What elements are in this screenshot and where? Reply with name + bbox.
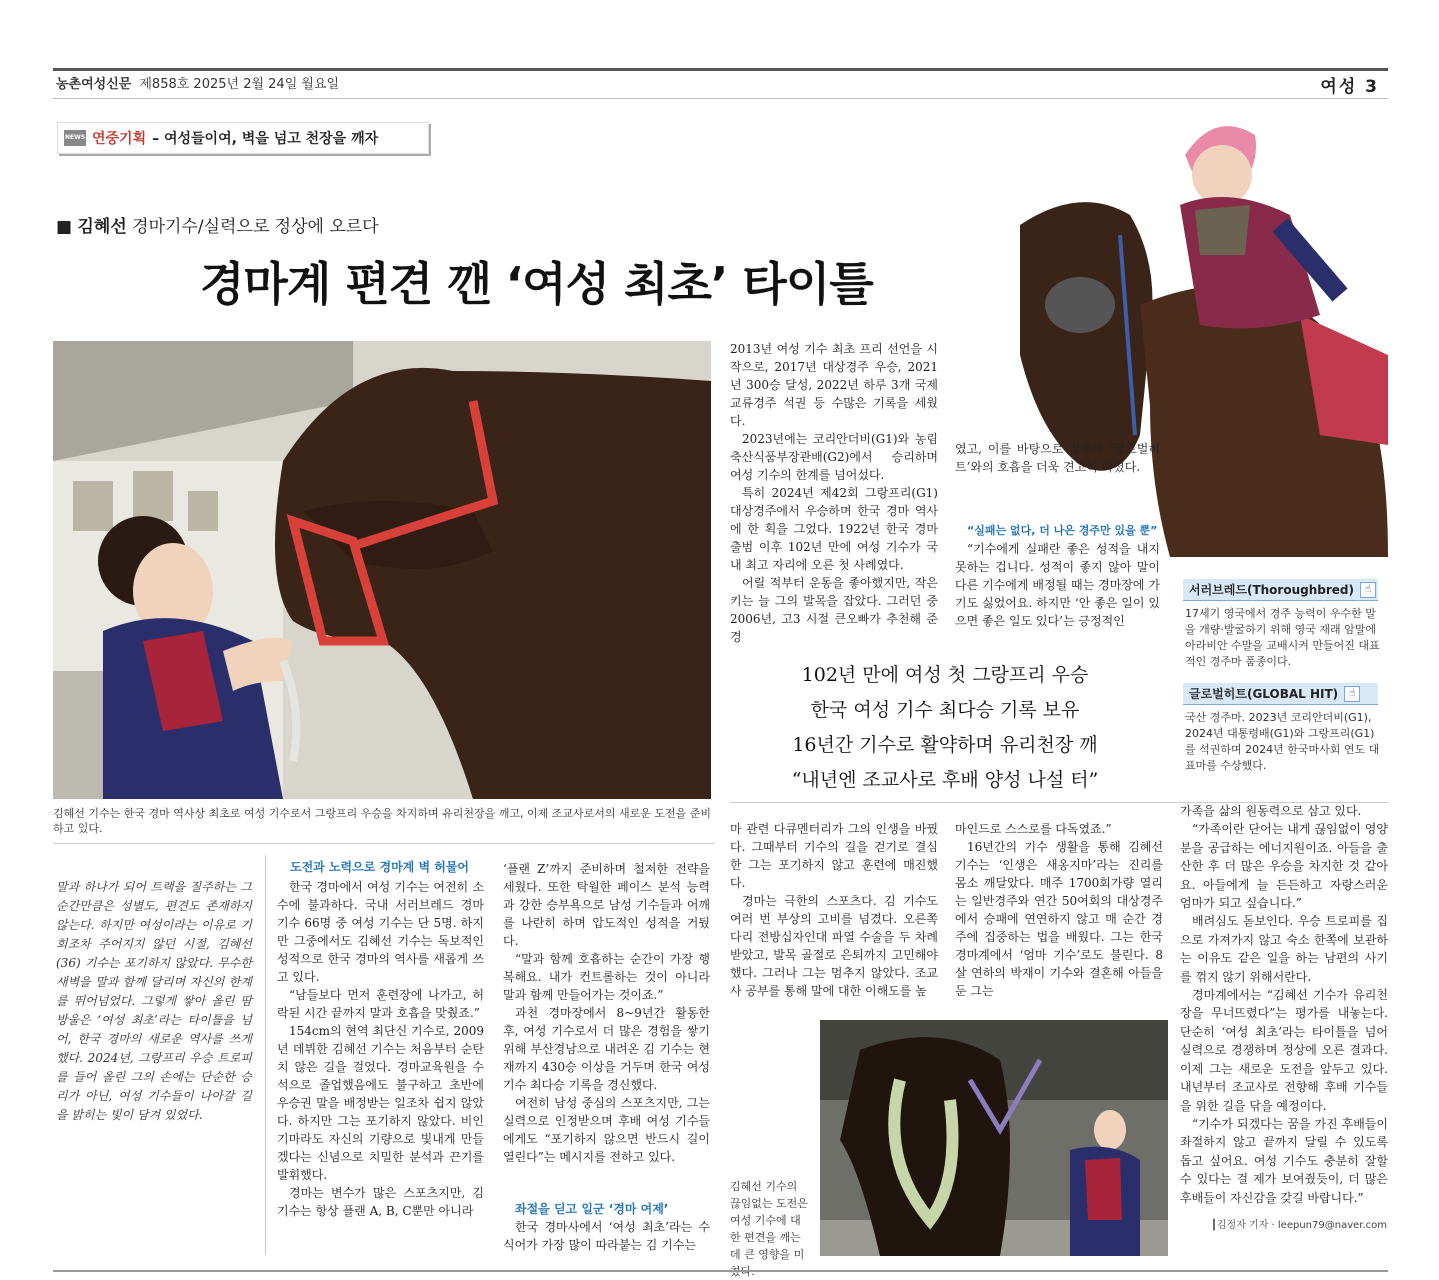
paragraph: 마 관련 다큐멘터리가 그의 인생을 바꿨다. 그때부터 기수의 길을 걷기로 결심한 그는 포기하지 않고 훈련에 매진했다. bbox=[730, 822, 938, 890]
byline: ┃김정자 기자 · leepun79@naver.com bbox=[1210, 1220, 1387, 1231]
top-rule bbox=[53, 68, 1388, 71]
pull-line: “내년엔 조교사로 후배 양성 나설 터” bbox=[791, 769, 1099, 791]
article-column-2 bbox=[277, 878, 484, 1220]
news-icon: NEWS bbox=[64, 130, 86, 146]
divider bbox=[53, 843, 715, 844]
glossary-thoroughbred-text: 17세기 영국에서 경주 능력이 우수한 말을 개량·발굴하기 위해 영국 재래 암말에 아라비안 수말을 교배시켜 만들어진 대표적인 경주마 품종이다. bbox=[1185, 607, 1380, 668]
series-banner bbox=[57, 122, 429, 154]
pull-quote bbox=[740, 658, 1150, 798]
kicker-name: 김혜선 bbox=[77, 217, 127, 237]
pull-line: 102년 만에 여성 첫 그랑프리 우승 bbox=[801, 664, 1089, 686]
subhead-challenge: 도전과 노력으로 경마계 벽 허물어 bbox=[290, 860, 470, 874]
paragraph: 어릴 적부터 운동을 좋아했지만, 작은 키는 늘 그의 발목을 잡았다. 그러던 중 2006년, 고3 시절 큰오빠가 추천해 준 경 bbox=[730, 576, 938, 644]
article-column-6 bbox=[1180, 802, 1388, 1207]
glossary-title: 서러브레드(Thoroughbred) bbox=[1189, 583, 1354, 597]
article-column-right-top bbox=[955, 440, 1160, 476]
paragraph: 마인드로 스스로를 다독였죠.” bbox=[955, 822, 1112, 836]
pull-line: 한국 여성 기수 최다승 기록 보유 bbox=[810, 699, 1080, 721]
paragraph: 과천 경마장에서 8~9년간 활동한 후, 여성 기수로서 더 많은 경험을 쌓기 위해 부산경남으로 내려온 김 기수는 현재까지 430승 이상을 거두며 한국 여성 기수 최다승 기록을 경신했다. bbox=[503, 1006, 710, 1092]
glossary-box-globalhit-title bbox=[1183, 683, 1378, 705]
article-column-4 bbox=[730, 820, 938, 1000]
paragraph: 여전히 남성 중심의 스포츠지만, 그는 실력으로 인정받으며 후배 여성 기수들에게도 “포기하지 않으면 반드시 길이 열린다”는 메시지를 전하고 있다. bbox=[503, 1096, 710, 1164]
kicker-text: 경마기수/실력으로 정상에 오르다 bbox=[132, 217, 379, 237]
paragraph: 였고, 이를 바탕으로 경주마 ‘글로벌히트’와의 호흡을 더욱 견고히 다졌다. bbox=[955, 442, 1160, 474]
paragraph: 2013년 여성 기수 최초 프리 선언을 시작으로, 2017년 대상경주 우승, 2021년 300승 달성, 2022년 하루 3개 국제교류경주 석권 등 수많은 기록을 세웠다. bbox=[730, 342, 938, 428]
paper-name: 농촌여성신문 bbox=[56, 77, 132, 92]
paragraph: 경마는 극한의 스포츠다. 김 기수도 여러 번 부상의 고비를 넘겼다. 오른쪽 다리 전방십자인대 파열 수술을 두 차례 받았고, 발목 골절로 은퇴까지 고민해야 했다. 그러나 그는 멈추지 않았다. 조교사 공부를 통해 말에 대한 이해도를 높 bbox=[730, 894, 938, 998]
photo-illustration bbox=[820, 1020, 1168, 1256]
photo3-caption: 김혜선 기수의 끊임없는 도전은 여성 기수에 대한 편견을 깨는데 큰 영향을 미쳤다. bbox=[730, 1180, 808, 1278]
series-title: – 여성들이여, 벽을 넘고 천장을 깨자 bbox=[152, 131, 379, 147]
paragraph: 경마계에서는 “김혜선 기수가 유리천장을 무너뜨렸다”는 평가를 내놓는다. 단순히 ‘여성 최초’라는 타이틀을 넘어 실력으로 경쟁하며 정상에 오른 결과다. 이제 그는 새로운 도전을 앞두고 있다. 내년부터 조교사로 전향해 후배 기수들을 위한 길을 닦을 예정이다. bbox=[1180, 988, 1388, 1113]
masthead bbox=[56, 73, 339, 92]
kicker: ■ 김혜선 경마기수/실력으로 정상에 오르다 bbox=[56, 217, 379, 237]
glossary-box-thoroughbred-title bbox=[1183, 579, 1378, 601]
photo-winners-circle bbox=[820, 1020, 1168, 1256]
photo1-caption: 김혜선 기수는 한국 경마 역사상 최초로 여성 기수로서 그랑프리 우승을 차지하며 유리천장을 깨고, 이제 조교사로서의 새로운 도전을 준비하고 있다. bbox=[53, 807, 711, 835]
article-column-3-end bbox=[503, 1218, 710, 1254]
paragraph: 한국 경마사에서 ‘여성 최초’라는 수식어가 가장 많이 따라붙는 김 기수는 bbox=[503, 1220, 710, 1252]
paragraph: “가족이란 단어는 내게 끊임없이 영양분을 공급하는 에너지원이죠. 아들을 출산한 후 더 많은 우승을 차지한 것 같아요. 아들에게 늘 든든하고 자랑스러운 엄마가 되고 싶습니다.” bbox=[1180, 822, 1388, 911]
paragraph: 경마는 변수가 많은 스포츠지만, 김 기수는 항상 플랜 A, B, C뿐만 아니라 bbox=[277, 1186, 484, 1218]
paragraph: 가족을 삶의 원동력으로 삼고 있다. bbox=[1180, 804, 1362, 818]
issue-date: 제858호 2025년 2월 24일 월요일 bbox=[139, 77, 340, 92]
photo-illustration bbox=[1000, 105, 1388, 557]
paragraph: “기수가 되겠다는 꿈을 가진 후배들이 좌절하지 않고 끝까지 달릴 수 있도록 돕고 싶어요. 여성 기수도 충분히 잘할 수 있다는 걸 제가 보여줬듯이, 더 많은 후배들이 자신감을 갖길 바랍니다.” bbox=[1180, 1116, 1388, 1205]
subhead-stand: 좌절을 딛고 일군 ‘경마 여제’ bbox=[515, 1202, 669, 1216]
article-column-3 bbox=[503, 860, 710, 1166]
subhead-fail: “실패는 없다, 더 나은 경주만 있을 뿐” bbox=[967, 524, 1158, 537]
paragraph: 한국 경마에서 여성 기수는 여전히 소수에 불과하다. 국내 서러브레드 경마 기수 66명 중 여성 기수는 단 5명. 하지만 그중에서도 김혜선 기수는 독보적인 성적으로 한국 경마의 역사를 새롭게 쓰고 있다. bbox=[277, 880, 484, 984]
paragraph: 배려심도 돋보인다. 우승 트로피를 집으로 가져가지 않고 숙소 한쪽에 보관하는 이유도 같은 일을 하는 남편의 사기를 꺾지 않기 위해서란다. bbox=[1180, 914, 1388, 984]
bottom-rule bbox=[53, 1270, 1388, 1272]
photo-illustration bbox=[53, 341, 711, 799]
paragraph: “말과 함께 호흡하는 순간이 가장 행복해요. 내가 컨트롤하는 것이 아니라 말과 함께 만들어가는 것이죠.” bbox=[503, 952, 710, 1002]
paragraph: ‘플랜 Z’까지 준비하며 철저한 전략을 세웠다. 또한 탁월한 페이스 분석 능력과 강한 승부욕으로 남성 기수들과 어깨를 나란히 하며 압도적인 성적을 거뒀다. bbox=[503, 862, 710, 948]
section-label: 여성 3 bbox=[1320, 77, 1379, 97]
lead-paragraph: 말과 하나가 되어 트랙을 질주하는 그 순간만큼은 성별도, 편견도 존재하지 않는다. 하지만 여성이라는 이유로 기회조차 주어지지 않던 시절, 김혜선(36) 기수는 포기하지 않았다. 무수한 새벽을 말과 함께 달리며 자신의 한계를 뛰어넘었다. 그렇게 쌓아 올린 땀방울은 ‘여성 최초’라는 타이틀을 넘어, 한국 경마의 새로운 역사를 쓰게 했다. 2024년, 그랑프리 우승 트로피를 들어 올린 그의 손에는 단순한 승리가 아닌, 여성 기수들이 나아갈 길을 밝히는 빛이 담겨 있었다. bbox=[56, 880, 252, 1122]
photo-jockey-with-horse bbox=[53, 341, 711, 799]
paragraph: 특히 2024년 제42회 그랑프리(G1) 대상경주에서 우승하며 한국 경마 역사에 한 획을 그었다. 1922년 한국 경마 출범 이후 102년 만에 여성 기수가 국내 최고 자리에 오른 첫 사례였다. bbox=[730, 486, 938, 572]
masthead-rule bbox=[53, 98, 1388, 99]
headline: 경마계 편견 깬 ‘여성 최초’ 타이틀 bbox=[200, 257, 873, 311]
series-label: 연중기획 bbox=[92, 131, 147, 147]
article-column-right-top2 bbox=[955, 540, 1160, 630]
divider bbox=[265, 855, 266, 1255]
article-column-mid-top bbox=[730, 340, 938, 646]
paragraph: 154cm의 현역 최단신 기수로, 2009년 데뷔한 김혜선 기수는 처음부터 순탄치 않은 길을 걸었다. 경마교육원을 수석으로 졸업했음에도 불구하고 초반에 우승권 말을 배정받는 일조차 쉽지 않았다. 하지만 그는 포기하지 않았다. 비인기마라도 자신의 기량으로 빛내게 만들겠다는 신념으로 치밀한 분석과 끈기를 발휘했다. bbox=[277, 1024, 484, 1182]
glossary-globalhit-text: 국산 경주마. 2023년 코리안더비(G1), 2024년 대통령배(G1)와 그랑프리(G1)를 석권하며 2024년 한국마사회 연도 대표마를 수상했다. bbox=[1185, 711, 1380, 772]
pointer-hand-icon: ☝ bbox=[1344, 686, 1360, 702]
paragraph: 16년간의 기수 생활을 통해 김혜선 기수는 ‘인생은 새옹지마’라는 진리를 몸소 깨달았다. 매주 1700회가량 열리는 일반경주와 연간 50여회의 대상경주에서 승패에 연연하지 않고 매 순간 경주에 집중하는 법을 배웠다. 그는 한국 경마계에서 ‘엄마 기수’로도 불린다. 8살 연하의 박재이 기수와 결혼해 아들을 둔 그는 bbox=[955, 840, 1163, 998]
glossary-title: 글로벌히트(GLOBAL HIT) bbox=[1189, 687, 1339, 701]
pull-line: 16년간 기수로 활약하며 유리천장 깨 bbox=[792, 734, 1098, 756]
article-column-5 bbox=[955, 820, 1163, 1000]
photo-jockey-riding bbox=[1000, 105, 1388, 557]
paragraph: 2023년에는 코리안더비(G1)와 농림축산식품부장관배(G2)에서 승리하며 여성 기수의 한계를 넘어섰다. bbox=[730, 432, 938, 482]
paragraph: “남들보다 먼저 훈련장에 나가고, 허락된 시간 끝까지 말과 호흡을 맞췄죠.” bbox=[277, 988, 484, 1020]
pointer-hand-icon: ☝ bbox=[1360, 582, 1376, 598]
paragraph: “기수에게 실패란 좋은 성적을 내지 못하는 겁니다. 성적이 좋지 않아 말이 다른 기수에게 배정될 때는 경마장에 가기도 싫었어요. 하지만 ‘안 좋은 일이 있으면 좋은 일도 있다’는 긍정적인 bbox=[955, 542, 1160, 628]
